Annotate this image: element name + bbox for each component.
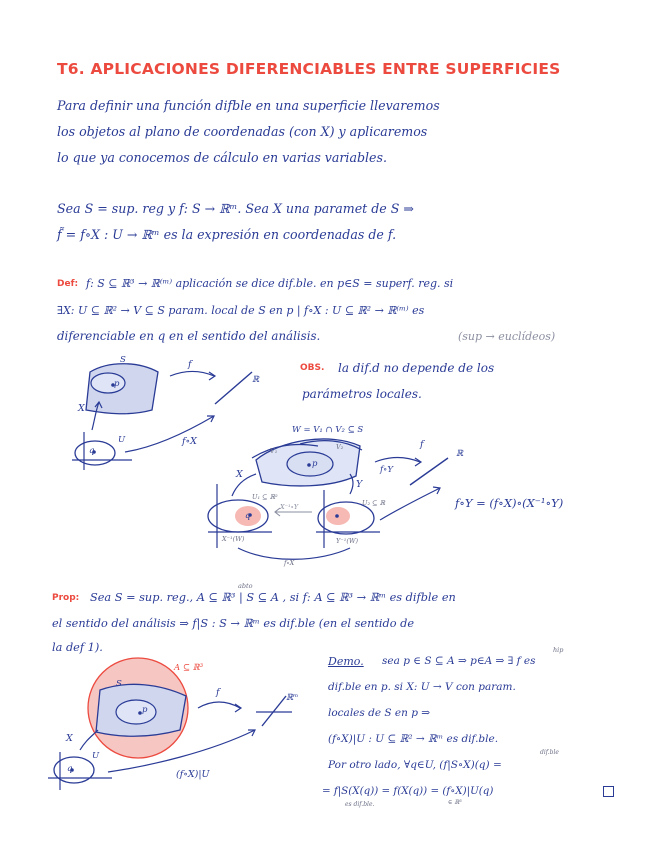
fig3-point-label: p xyxy=(142,705,148,715)
obs-tag: OBS. xyxy=(300,363,325,373)
fig3-target-label: ℝᵐ xyxy=(286,693,299,703)
fig2-transition-label: X⁻¹∘Y xyxy=(280,503,299,511)
intro-line-2: los objetos al plano de coordenadas (con X) y aplicaremos xyxy=(57,124,428,139)
fig2-f-tilde-label: f∘Y xyxy=(380,465,393,475)
fig2-map-label: f xyxy=(420,439,424,450)
proposition-line-3: la def 1). xyxy=(52,641,103,654)
fig3-surface-label: S xyxy=(116,679,122,689)
obs-line-2: parámetros locales. xyxy=(302,387,422,401)
fig1-target-label: ℝ xyxy=(252,375,260,385)
qed-box xyxy=(603,786,614,797)
fig3-ball-label: A ⊆ ℝ³ xyxy=(174,663,204,673)
proof-line-5-note: dif.ble xyxy=(540,749,559,756)
fig2-point-label: p xyxy=(312,459,318,469)
proof-line-1-note: hip xyxy=(553,646,564,654)
fig1-surface-label: S xyxy=(120,355,126,365)
fig2-v1-label: V₁ xyxy=(270,447,278,455)
definition-line-1: f: S ⊆ ℝ³ → ℝ⁽ᵐ⁾ aplicación se dice dif.ble. en p∈S = superf. reg. si xyxy=(86,277,454,290)
fig2-equation: f∘Y = (f∘X)∘(X⁻¹∘Y) xyxy=(455,496,564,510)
obs-line-1: la dif.d no depende de los xyxy=(338,361,495,375)
fig2-intersection-label: W = V₁ ∩ V₂ ⊆ S xyxy=(292,425,364,435)
proof-tag: Demo. xyxy=(328,655,364,668)
setup-line-1: Sea S = sup. reg y f: S → ℝᵐ. Sea X una paramet de S ⇒ xyxy=(57,201,414,216)
fig2-v2-label: V₂ xyxy=(336,443,344,451)
fig1-param-label: X xyxy=(78,403,85,414)
fig3-domain-label: U xyxy=(92,751,100,761)
fig2-u1-label: U₁ ⊆ ℝ² xyxy=(252,493,278,501)
definition-line-3: diferenciable en q en el sentido del análisis. xyxy=(57,329,321,343)
fig3-map-label: f xyxy=(216,687,220,698)
fig3-param-label: X xyxy=(66,733,73,744)
proof-line-3: locales de S en p ⇒ xyxy=(328,707,431,719)
fig2-x-label: X xyxy=(236,469,243,480)
proof-line-6-note-a: es dif.ble. xyxy=(345,801,375,808)
definition-note: (sup → euclídeos) xyxy=(458,330,556,343)
setup-line-2: f̃ = f∘X : U → ℝᵐ es la expresión en coordenadas de f. xyxy=(57,227,397,242)
fig3-domain-point: q xyxy=(67,764,73,774)
fig1-domain-label: U xyxy=(118,435,126,445)
fig2-y-inv-label: Y⁻¹(W) xyxy=(336,537,359,545)
proposition-note: abto xyxy=(238,582,253,590)
fig3-composite-label: (f∘X)|U xyxy=(176,769,210,780)
proposition-tag: Prop: xyxy=(52,593,80,603)
proof-line-4: (f∘X)|U : U ⊆ ℝ² → ℝᵐ es dif.ble. xyxy=(328,733,499,745)
proof-line-6: = f|S(X(q)) = f(X(q)) = (f∘X)|U(q) xyxy=(322,785,494,797)
fig2-q-label: q xyxy=(245,511,251,521)
intro-line-1: Para definir una función difble en una superficie llevaremos xyxy=(57,98,440,113)
fig2-x-inv-label: X⁻¹(W) xyxy=(222,535,245,543)
page-title: T6. APLICACIONES DIFERENCIABLES ENTRE SUPERFICIES xyxy=(57,60,561,78)
proof-line-5: Por otro lado, ∀q∈U, (f|S∘X)(q) = xyxy=(328,759,502,771)
fig1-domain-point: q xyxy=(89,446,95,456)
proof-line-1: sea p ∈ S ⊆ A ⇒ p∈A ⇒ ∃ f es xyxy=(382,655,536,667)
intro-line-3: lo que ya conocemos de cálculo en varias variables. xyxy=(57,150,387,165)
proposition-line-1: Sea S = sup. reg., A ⊆ ℝ³ | S ⊆ A , si f: A ⊆ ℝ³ → ℝᵐ es difble en xyxy=(90,591,456,604)
proof-line-2: dif.ble en p. si X: U → V con param. xyxy=(328,681,516,693)
fig1-composite-label: f∘X xyxy=(182,436,197,447)
proposition-line-2: el sentido del análisis ⇒ f|S : S → ℝᵐ es dif.ble (en el sentido de xyxy=(52,617,415,630)
fig2-target-label: ℝ xyxy=(456,449,464,459)
fig2-u2-label: U₂ ⊆ ℝ xyxy=(362,499,386,507)
fig2-y-label: Y xyxy=(356,479,363,490)
fig2-composite-label: f∘X xyxy=(284,559,295,567)
definition-line-2: ∃X: U ⊆ ℝ² → V ⊆ S param. local de S en p | f∘X : U ⊆ ℝ² → ℝ⁽ᵐ⁾ es xyxy=(57,304,425,317)
fig1-map-label: f xyxy=(188,359,192,370)
proof-line-6-note-b: ∈ ℝ³ xyxy=(448,799,462,806)
definition-tag: Def: xyxy=(57,279,79,289)
fig1-point-label: p xyxy=(114,379,120,389)
